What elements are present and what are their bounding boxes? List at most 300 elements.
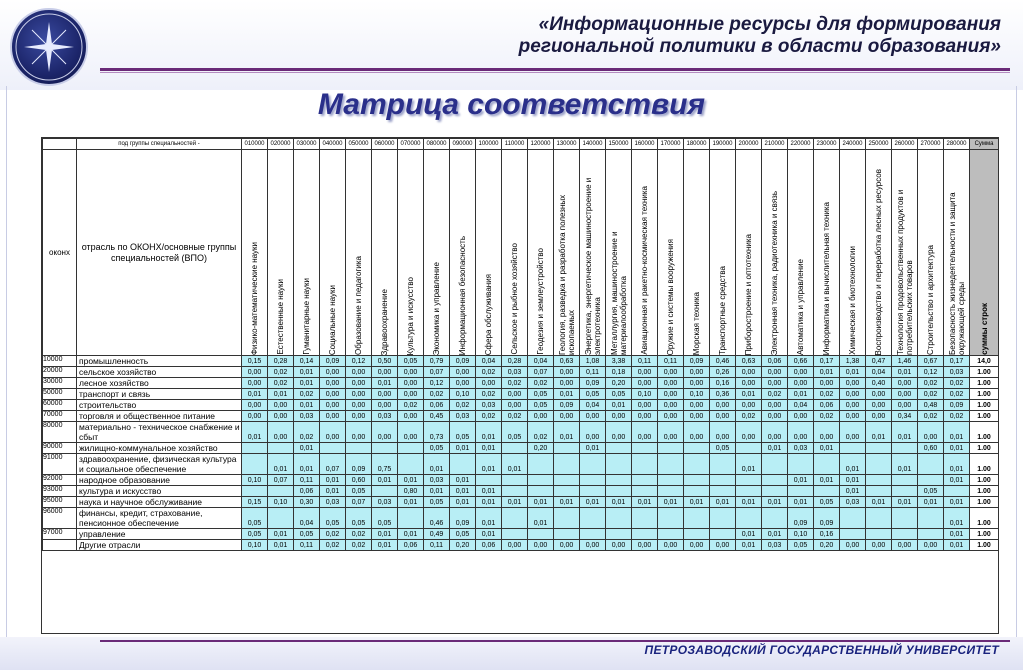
- column-header-label: Образование и педагогика: [354, 256, 363, 355]
- column-header-label: Безопасность жизнедеятельности и защита окружающей среды: [947, 192, 966, 355]
- matrix-cell: 0,00: [736, 378, 762, 389]
- matrix-cell: 0,00: [268, 411, 294, 422]
- codes-label: под группы специальностей -: [77, 139, 242, 150]
- table-row: [43, 367, 999, 378]
- row-industry-name: строительство: [77, 400, 242, 411]
- matrix-cell: 0,07: [268, 475, 294, 486]
- matrix-cell: [866, 443, 892, 454]
- header-rule-thin: [100, 72, 1010, 73]
- matrix-cell: 0,00: [658, 411, 684, 422]
- matrix-cell: 0,01: [814, 475, 840, 486]
- matrix-cell: [346, 443, 372, 454]
- matrix-cell: 0,00: [242, 411, 268, 422]
- matrix-cell: 0,05: [710, 443, 736, 454]
- column-header-label: Сфера обслуживания: [484, 273, 493, 355]
- matrix-cell: 0,00: [918, 422, 944, 443]
- column-code: 030000: [294, 139, 320, 150]
- matrix-cell: [892, 486, 918, 497]
- matrix-cell: 0,02: [918, 378, 944, 389]
- matrix-cell: 0,00: [658, 540, 684, 551]
- column-header-label: Строительство и архитектура: [926, 244, 935, 355]
- matrix-cell: 0,20: [814, 540, 840, 551]
- matrix-cell: 3,38: [606, 356, 632, 367]
- matrix-cell: [398, 454, 424, 475]
- column-code: 050000: [346, 139, 372, 150]
- matrix-cell: [892, 475, 918, 486]
- table-row: [43, 411, 999, 422]
- matrix-cell: 0,34: [892, 411, 918, 422]
- matrix-cell: 0,00: [450, 378, 476, 389]
- matrix-cell: [788, 454, 814, 475]
- matrix-cell: 0,67: [918, 356, 944, 367]
- codes-row: [43, 139, 999, 150]
- matrix-cell: [710, 529, 736, 540]
- matrix-cell: 0,01: [268, 389, 294, 400]
- matrix-cell: 0,00: [866, 540, 892, 551]
- university-logo: [10, 8, 88, 86]
- codes-corner: [43, 139, 77, 150]
- column-code: 280000: [944, 139, 970, 150]
- matrix-cell: 0,01: [242, 389, 268, 400]
- matrix-cell: 0,06: [476, 540, 502, 551]
- row-industry-name: материально - техническое снабжение и сбыт: [77, 422, 242, 443]
- matrix-cell: 0,00: [398, 411, 424, 422]
- matrix-cell: 0,00: [346, 400, 372, 411]
- column-code: 140000: [580, 139, 606, 150]
- matrix-cell: 0,11: [424, 540, 450, 551]
- matrix-cell: [866, 508, 892, 529]
- matrix-cell: 0,06: [294, 486, 320, 497]
- matrix-cell: [476, 475, 502, 486]
- matrix-cell: 0,01: [840, 367, 866, 378]
- column-code: 100000: [476, 139, 502, 150]
- matrix-cell: 0,20: [528, 443, 554, 454]
- column-header: [684, 150, 710, 356]
- matrix-cell: 0,01: [476, 422, 502, 443]
- matrix-cell: 0,07: [528, 367, 554, 378]
- column-header-label: Металлургия, машиностроение и материалообработка: [609, 231, 628, 355]
- matrix-cell: 0,46: [424, 508, 450, 529]
- matrix-cell: 0,26: [710, 367, 736, 378]
- matrix-cell: 0,05: [398, 356, 424, 367]
- matrix-cell: 0,05: [502, 422, 528, 443]
- matrix-cell: [502, 529, 528, 540]
- matrix-cell: 0,11: [294, 540, 320, 551]
- matrix-cell: 0,02: [944, 378, 970, 389]
- matrix-cell: 0,01: [450, 486, 476, 497]
- matrix-cell: 0,01: [866, 422, 892, 443]
- matrix-cell: 0,00: [320, 367, 346, 378]
- matrix-cell: 0,02: [918, 411, 944, 422]
- matrix-cell: 0,00: [476, 378, 502, 389]
- matrix-cell: 0,01: [840, 475, 866, 486]
- matrix-cell: 0,01: [606, 497, 632, 508]
- matrix-cell: 0,00: [502, 540, 528, 551]
- header-rule: [100, 68, 1010, 71]
- matrix-cell: 0,00: [528, 411, 554, 422]
- matrix-cell: 0,06: [814, 400, 840, 411]
- matrix-cell: 0,02: [294, 389, 320, 400]
- matrix-cell: 0,12: [346, 356, 372, 367]
- matrix-cell: 0,00: [346, 367, 372, 378]
- matrix-cell: 0,01: [294, 443, 320, 454]
- column-header: [268, 150, 294, 356]
- matrix-cell: 0,01: [372, 540, 398, 551]
- row-okonx-code: 90000: [43, 443, 77, 454]
- matrix-cell: [684, 486, 710, 497]
- matrix-cell: 0,00: [554, 378, 580, 389]
- column-code: 210000: [762, 139, 788, 150]
- matrix-cell: 0,00: [840, 540, 866, 551]
- matrix-cell: 0,46: [710, 356, 736, 367]
- matrix-cell: [606, 454, 632, 475]
- matrix-cell: 0,04: [528, 356, 554, 367]
- matrix-cell: 0,10: [684, 389, 710, 400]
- matrix-cell: 0,00: [320, 389, 346, 400]
- column-header-label: Автоматика и управление: [796, 258, 805, 355]
- matrix-cell: 0,02: [918, 389, 944, 400]
- column-header-label: Здравоохранение: [380, 288, 389, 355]
- matrix-cell: 0,05: [294, 529, 320, 540]
- matrix-cell: 0,01: [528, 497, 554, 508]
- matrix-cell: 0,00: [242, 400, 268, 411]
- matrix-cell: [918, 475, 944, 486]
- matrix-cell: [658, 454, 684, 475]
- matrix-cell: [892, 529, 918, 540]
- matrix-cell: 0,01: [476, 497, 502, 508]
- matrix-cell: 0,05: [346, 486, 372, 497]
- title-line-2: региональной политики в области образования»: [518, 36, 1001, 57]
- matrix-cell: 0,00: [762, 367, 788, 378]
- matrix-cell: 0,01: [476, 508, 502, 529]
- matrix-cell: 0,00: [320, 400, 346, 411]
- matrix-cell: 0,00: [762, 400, 788, 411]
- matrix-cell: 0,09: [450, 356, 476, 367]
- matrix-cell: 0,01: [736, 497, 762, 508]
- matrix-cell: [736, 443, 762, 454]
- matrix-cell: 0,01: [684, 497, 710, 508]
- matrix-cell: 0,02: [346, 540, 372, 551]
- matrix-cell: 0,02: [944, 411, 970, 422]
- matrix-cell: 0,01: [450, 497, 476, 508]
- matrix-cell: 1.00: [970, 411, 999, 422]
- row-okonx-code: 92000: [43, 475, 77, 486]
- matrix-cell: 0,00: [320, 422, 346, 443]
- column-header: [372, 150, 398, 356]
- matrix-cell: [866, 486, 892, 497]
- column-code: 150000: [606, 139, 632, 150]
- matrix-cell: [684, 508, 710, 529]
- matrix-cell: [710, 508, 736, 529]
- otrasl-header: отрасль по ОКОНХ/основные группы специальностей (ВПО): [77, 150, 242, 356]
- matrix-cell: 0,09: [788, 508, 814, 529]
- table-row: [43, 508, 999, 529]
- matrix-cell: [372, 443, 398, 454]
- matrix-cell: [554, 529, 580, 540]
- matrix-cell: 0,06: [424, 400, 450, 411]
- matrix-cell: 0,09: [346, 454, 372, 475]
- matrix-cell: 0,01: [892, 367, 918, 378]
- matrix-cell: 1.00: [970, 508, 999, 529]
- matrix-cell: 0,09: [944, 400, 970, 411]
- column-header: [398, 150, 424, 356]
- matrix-cell: 0,05: [372, 508, 398, 529]
- matrix-cell: 0,01: [944, 443, 970, 454]
- matrix-cell: 0,02: [944, 389, 970, 400]
- row-industry-name: управление: [77, 529, 242, 540]
- matrix-cell: 0,00: [840, 400, 866, 411]
- row-okonx-code: 60000: [43, 400, 77, 411]
- matrix-cell: 0,01: [736, 540, 762, 551]
- matrix-cell: [606, 475, 632, 486]
- matrix-cell: [502, 443, 528, 454]
- matrix-cell: 0,02: [502, 378, 528, 389]
- matrix-cell: [242, 486, 268, 497]
- column-code: 170000: [658, 139, 684, 150]
- matrix-cell: 0,00: [346, 389, 372, 400]
- matrix-cell: 0,10: [788, 529, 814, 540]
- matrix-cell: 0,00: [684, 422, 710, 443]
- matrix-cell: 0,02: [424, 389, 450, 400]
- column-header: [554, 150, 580, 356]
- column-header: [294, 150, 320, 356]
- matrix-cell: 0,03: [762, 540, 788, 551]
- matrix-cell: [918, 508, 944, 529]
- matrix-cell: 0,02: [346, 529, 372, 540]
- matrix-cell: 0,00: [710, 400, 736, 411]
- matrix-cell: 0,01: [840, 454, 866, 475]
- matrix-cell: 0,01: [814, 443, 840, 454]
- matrix-cell: 0,00: [684, 378, 710, 389]
- matrix-cell: 0,02: [476, 411, 502, 422]
- matrix-cell: 0,03: [944, 367, 970, 378]
- matrix-cell: 0,05: [242, 508, 268, 529]
- matrix-cell: [684, 443, 710, 454]
- matrix-cell: 0,10: [268, 497, 294, 508]
- matrix-cell: [814, 454, 840, 475]
- right-border-line: [1016, 86, 1017, 646]
- matrix-cell: [398, 443, 424, 454]
- row-okonx-code: 80000: [43, 422, 77, 443]
- matrix-cell: 0,01: [294, 378, 320, 389]
- column-code: 160000: [632, 139, 658, 150]
- matrix-cell: 1.00: [970, 378, 999, 389]
- correspondence-matrix: [42, 138, 999, 551]
- matrix-cell: [684, 529, 710, 540]
- matrix-cell: 0,10: [242, 540, 268, 551]
- row-okonx-code: 10000: [43, 356, 77, 367]
- table-row: [43, 486, 999, 497]
- matrix-cell: [840, 529, 866, 540]
- matrix-cell: 0,00: [320, 411, 346, 422]
- matrix-cell: [528, 475, 554, 486]
- matrix-cell: 0,00: [762, 378, 788, 389]
- matrix-cell: 0,01: [320, 475, 346, 486]
- matrix-cell: 0,05: [346, 508, 372, 529]
- column-code: 180000: [684, 139, 710, 150]
- matrix-cell: 1.00: [970, 486, 999, 497]
- matrix-cell: 0,80: [398, 486, 424, 497]
- row-industry-name: торговля и общественное питание: [77, 411, 242, 422]
- column-code: 250000: [866, 139, 892, 150]
- matrix-cell: 0,01: [762, 497, 788, 508]
- matrix-cell: 0,11: [580, 367, 606, 378]
- matrix-cell: 0,05: [528, 389, 554, 400]
- matrix-cell: 0,02: [814, 389, 840, 400]
- matrix-cell: [788, 486, 814, 497]
- matrix-cell: 0,03: [450, 411, 476, 422]
- column-code: 040000: [320, 139, 346, 150]
- matrix-cell: 0,01: [476, 443, 502, 454]
- matrix-cell: 0,63: [736, 356, 762, 367]
- matrix-cell: 0,02: [268, 378, 294, 389]
- matrix-cell: 0,01: [268, 529, 294, 540]
- matrix-cell: [632, 443, 658, 454]
- matrix-cell: 0,01: [372, 378, 398, 389]
- matrix-cell: 0,00: [372, 422, 398, 443]
- matrix-cell: 0,00: [892, 540, 918, 551]
- column-code: 200000: [736, 139, 762, 150]
- matrix-cell: 0,01: [372, 475, 398, 486]
- matrix-cell: 0,16: [814, 529, 840, 540]
- matrix-cell: [606, 486, 632, 497]
- matrix-cell: 0,03: [840, 497, 866, 508]
- matrix-cell: [268, 508, 294, 529]
- matrix-cell: 0,01: [294, 400, 320, 411]
- footer-rule: [100, 640, 1010, 642]
- column-header-label: Электронная техника, радиотехника и связь: [770, 190, 779, 355]
- matrix-cell: 0,01: [762, 443, 788, 454]
- matrix-cell: 0,10: [242, 475, 268, 486]
- matrix-cell: 0,00: [398, 367, 424, 378]
- matrix-cell: 0,09: [814, 508, 840, 529]
- matrix-cell: 0,03: [372, 497, 398, 508]
- matrix-cell: 0,07: [320, 454, 346, 475]
- matrix-cell: 14,0: [970, 356, 999, 367]
- column-header: [736, 150, 762, 356]
- matrix-cell: 0,00: [866, 400, 892, 411]
- matrix-cell: [528, 486, 554, 497]
- column-header: [892, 150, 918, 356]
- column-header: [528, 150, 554, 356]
- matrix-cell: 0,00: [892, 378, 918, 389]
- row-industry-name: культура и искусство: [77, 486, 242, 497]
- matrix-cell: [528, 454, 554, 475]
- matrix-cell: [580, 475, 606, 486]
- matrix-cell: 0,00: [658, 400, 684, 411]
- matrix-cell: 0,01: [814, 367, 840, 378]
- row-okonx-code: [43, 540, 77, 551]
- matrix-cell: 0,00: [632, 422, 658, 443]
- matrix-cell: 0,02: [736, 411, 762, 422]
- row-industry-name: сельское хозяйство: [77, 367, 242, 378]
- matrix-cell: 1.00: [970, 400, 999, 411]
- matrix-cell: 0,01: [736, 389, 762, 400]
- matrix-cell: 0,00: [606, 422, 632, 443]
- matrix-cell: 0,01: [580, 497, 606, 508]
- row-okonx-code: 95000: [43, 497, 77, 508]
- column-header-label: Экономика и управление: [432, 261, 441, 355]
- matrix-cell: 0,01: [528, 508, 554, 529]
- matrix-cell: [814, 486, 840, 497]
- column-header-label: Информационная безопасность: [458, 235, 467, 355]
- matrix-cell: 0,05: [918, 486, 944, 497]
- matrix-cell: 0,02: [294, 422, 320, 443]
- matrix-cell: 0,01: [710, 497, 736, 508]
- row-okonx-code: 30000: [43, 378, 77, 389]
- matrix-cell: 1,46: [892, 356, 918, 367]
- matrix-cell: [580, 486, 606, 497]
- matrix-cell: [554, 475, 580, 486]
- column-header-label: Естественные науки: [276, 279, 285, 355]
- column-header: [424, 150, 450, 356]
- matrix-cell: [606, 443, 632, 454]
- matrix-cell: 0,11: [632, 356, 658, 367]
- matrix-cell: 0,03: [424, 475, 450, 486]
- row-okonx-code: 96000: [43, 508, 77, 529]
- matrix-cell: 0,00: [268, 400, 294, 411]
- column-header: [658, 150, 684, 356]
- matrix-cell: 0,00: [710, 540, 736, 551]
- matrix-cell: 0,01: [736, 529, 762, 540]
- matrix-cell: 0,12: [424, 378, 450, 389]
- matrix-cell: 0,09: [554, 400, 580, 411]
- row-okonx-code: 97000: [43, 529, 77, 540]
- matrix-cell: 0,01: [268, 454, 294, 475]
- matrix-cell: 0,02: [528, 378, 554, 389]
- column-code: 130000: [554, 139, 580, 150]
- matrix-cell: [840, 443, 866, 454]
- matrix-cell: 0,00: [632, 367, 658, 378]
- matrix-cell: 0,00: [554, 367, 580, 378]
- matrix-cell: 0,00: [710, 422, 736, 443]
- matrix-cell: 0,02: [398, 400, 424, 411]
- matrix-cell: [736, 508, 762, 529]
- matrix-cell: 0,00: [814, 378, 840, 389]
- row-okonx-code: 91000: [43, 454, 77, 475]
- column-header-label: Сельское и рыбное хозяйство: [510, 243, 519, 355]
- left-border-line: [6, 86, 7, 646]
- matrix-cell: 0,00: [788, 367, 814, 378]
- matrix-cell: 0,00: [762, 422, 788, 443]
- matrix-cell: 0,04: [476, 356, 502, 367]
- matrix-cell: [762, 475, 788, 486]
- table-row: [43, 475, 999, 486]
- matrix-cell: 0,12: [918, 367, 944, 378]
- matrix-cell: 0,00: [840, 389, 866, 400]
- matrix-cell: 0,02: [476, 389, 502, 400]
- matrix-cell: 0,01: [892, 422, 918, 443]
- matrix-cell: 1,38: [840, 356, 866, 367]
- matrix-cell: 0,00: [658, 389, 684, 400]
- column-header: [632, 150, 658, 356]
- matrix-cell: 0,00: [632, 540, 658, 551]
- matrix-cell: 0,01: [866, 497, 892, 508]
- matrix-cell: [918, 454, 944, 475]
- matrix-cell: 0,01: [242, 422, 268, 443]
- matrix-cell: 0,00: [710, 411, 736, 422]
- matrix-cell: 0,15: [242, 356, 268, 367]
- matrix-cell: [372, 486, 398, 497]
- matrix-cell: 1.00: [970, 454, 999, 475]
- column-code: 230000: [814, 139, 840, 150]
- matrix-cell: 0,75: [372, 454, 398, 475]
- column-header: [450, 150, 476, 356]
- matrix-cell: [580, 529, 606, 540]
- column-header: [710, 150, 736, 356]
- column-header: [580, 150, 606, 356]
- matrix-cell: 0,03: [320, 497, 346, 508]
